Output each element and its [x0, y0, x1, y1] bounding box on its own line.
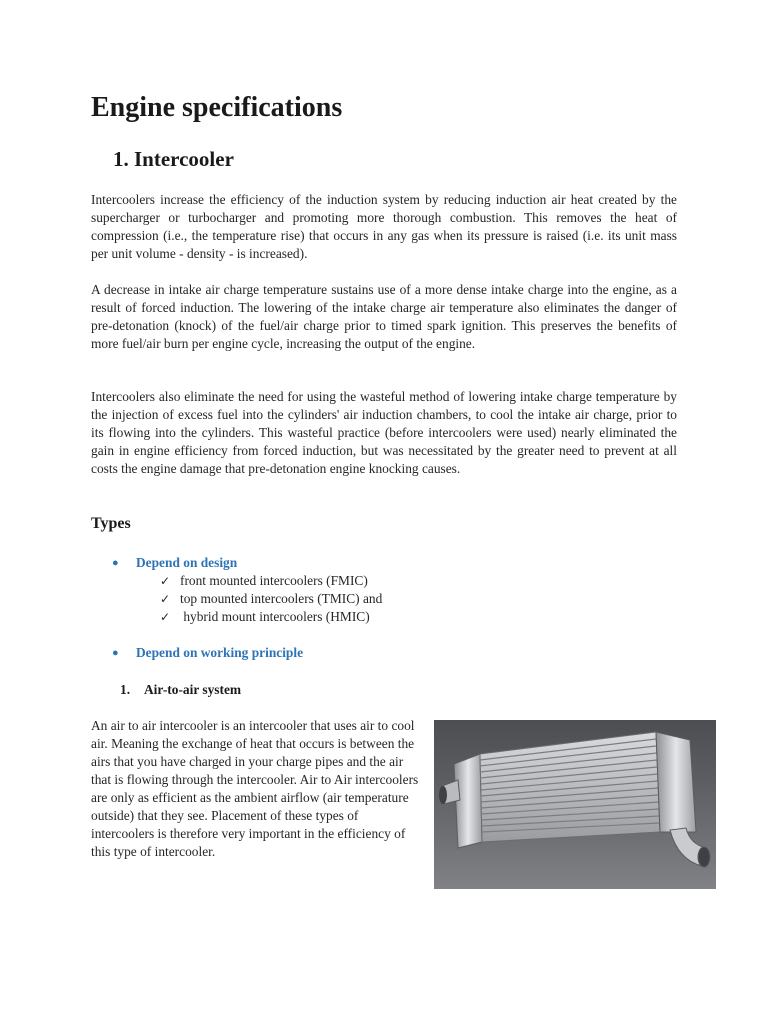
intercooler-illustration — [434, 720, 716, 889]
paragraph: Intercoolers increase the efficiency of the induction system by reducing induction air heat created by the supercharger or turbocharger and promoting more thorough combustion. This removes the heat of compression (i.e., the temperature rise) that occurs in any gas when its pressure is raised (i.e. its unit mass per unit volume - density - is increased). — [91, 192, 677, 261]
checkmark-icon: ✓ — [160, 574, 171, 588]
intercooler-image — [434, 720, 716, 889]
air-to-air-paragraph: An air to air intercooler is an intercooler that uses air to cool air. Meaning the exchange of heat that occurs is between the airs that you have charged in your charge pipes and the air that is flowing through the intercooler. Air to Air intercoolers are only as efficient as the ambient airflow (air temperature outside) that they see. Placement of these types of intercoolers is therefore very important in the efficiency of this type of intercooler. — [91, 718, 419, 859]
list-item: ✓ top mounted intercoolers (TMIC) and — [160, 591, 383, 606]
bullet-label: Depend on design — [136, 555, 238, 570]
design-types-list — [160, 572, 382, 626]
subsection-number: 1. — [120, 682, 131, 697]
bullet-dot-icon: ● — [112, 557, 119, 569]
checkmark-icon: ✓ — [160, 592, 171, 606]
list-item: ✓ hybrid mount intercoolers (HMIC) — [160, 609, 370, 624]
section-heading: 1. Intercooler — [113, 147, 234, 171]
bullet-label: Depend on working principle — [136, 645, 304, 660]
bullet-item-design — [112, 554, 237, 572]
bullet-dot-icon: ● — [112, 647, 119, 659]
list-item: ✓ front mounted intercoolers (FMIC) — [160, 573, 368, 588]
types-heading: Types — [91, 515, 131, 532]
paragraph: Intercoolers also eliminate the need for using the wasteful method of lowering intake charge temperature by the injection of excess fuel into the cylinders' air induction chambers, to cool the intake air charge, prior to its flowing into the cylinders. This wasteful practice (before intercoolers were used) nearly eliminated the gain in engine efficiency from forced induction, but was necessitated by the greater need to prevent at all costs the engine damage that pre-detonation engine knocking causes. — [91, 389, 677, 476]
subsection-label: Air-to-air system — [144, 682, 242, 697]
bullet-item-working-principle — [112, 644, 303, 662]
subsection-heading — [120, 681, 241, 699]
paragraph: A decrease in intake air charge temperature sustains use of a more dense intake charge into the engine, as a result of forced induction. The lowering of the intake charge air temperature also eliminates the danger of pre-detonation (knock) of the fuel/air charge prior to timed spark ignition. This preserves the benefits of more fuel/air burn per engine cycle, increasing the output of the engine. — [91, 282, 677, 351]
page-title: Engine specifications — [91, 92, 343, 123]
checkmark-icon: ✓ — [160, 610, 171, 624]
